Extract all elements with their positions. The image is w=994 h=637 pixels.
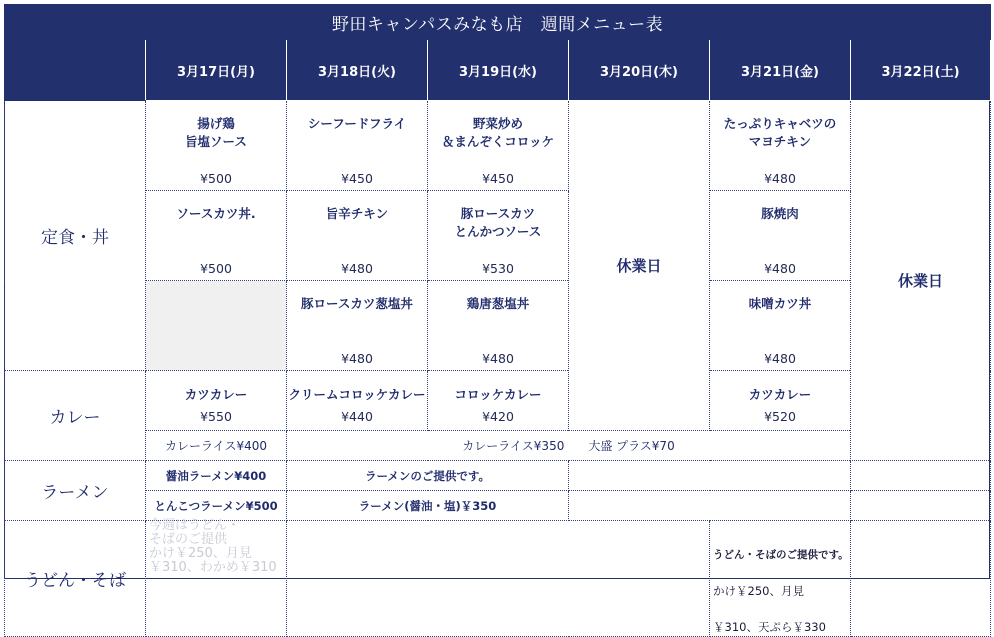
- ramen-monday-1: 醤油ラーメン¥400: [146, 461, 287, 491]
- empty-cell: [146, 281, 287, 371]
- dish-price: ¥480: [764, 171, 796, 186]
- closed-saturday: 休業日: [851, 101, 991, 461]
- header-corner: [5, 40, 146, 101]
- ramen-sat-empty: [851, 491, 991, 521]
- page-title: 野田キャンパスみなも店 週間メニュー表: [5, 5, 991, 40]
- dish-name: 揚げ鶏 旨塩ソース: [185, 116, 247, 149]
- category-ramen: ラーメン: [5, 461, 146, 521]
- dish-price: ¥420: [482, 409, 514, 424]
- ramen-price: ラーメン(醤油・塩)￥350: [287, 491, 569, 521]
- menu-cell: [287, 281, 428, 371]
- udon-line-2: ￥310、天ぷら￥330: [713, 620, 826, 634]
- udon-monday: [146, 518, 287, 637]
- menu-cell: [428, 281, 569, 371]
- dish-name: 旨辛チキン: [325, 206, 389, 221]
- category-udon: うどん・そば: [5, 521, 146, 637]
- udon-heading: うどん・そばのご提供です。: [713, 549, 849, 561]
- ramen-monday-2: とんこつラーメン¥500: [146, 491, 287, 521]
- udon-saturday: [851, 521, 991, 637]
- udon-monday-faded-text: 今週はうどん・ そばのご提供 かけ￥250、月見 ￥310、わかめ￥310: [149, 518, 277, 575]
- dish-name: 野菜炒め ＆まんぞくコロッケ: [441, 116, 555, 149]
- menu-cell: [146, 371, 287, 431]
- curry-rice-rest: カレーライス¥350 大盛 プラス¥70: [287, 431, 851, 461]
- dish-name: 味噌カツ丼: [748, 296, 812, 311]
- dish-price: ¥480: [764, 351, 796, 366]
- dish-name: 豚ロースカツ葱塩丼: [301, 296, 413, 311]
- dish-price: ¥500: [200, 261, 232, 276]
- dish-price: ¥480: [764, 261, 796, 276]
- udon-line-1: かけ￥250、月見: [713, 584, 804, 598]
- dish-price: ¥550: [200, 409, 232, 424]
- dish-price: ¥450: [482, 171, 514, 186]
- menu-cell: [710, 101, 851, 191]
- weekly-menu-table: [4, 4, 991, 637]
- dish-price: ¥500: [200, 171, 232, 186]
- weekly-menu-sheet: [4, 4, 990, 634]
- category-teishoku: 定食・丼: [5, 101, 146, 371]
- menu-cell: [428, 101, 569, 191]
- dish-price: ¥450: [341, 171, 373, 186]
- curry-rice-monday: カレーライス¥400: [146, 431, 287, 461]
- dish-price: ¥530: [482, 261, 514, 276]
- dish-name: コロッケカレー: [454, 387, 542, 402]
- dish-price: ¥440: [341, 409, 373, 424]
- day-header-sat: 3月22日(土): [851, 40, 991, 101]
- menu-cell: [287, 371, 428, 431]
- udon-friday: [710, 521, 851, 637]
- ramen-notice: ラーメンのご提供です。: [287, 461, 569, 491]
- day-header-fri: 3月21日(金): [710, 40, 851, 101]
- day-header-thu: 3月20日(木): [569, 40, 710, 101]
- menu-cell: [146, 191, 287, 281]
- menu-cell: [287, 101, 428, 191]
- ramen-empty: [569, 491, 851, 521]
- dish-price: ¥480: [341, 351, 373, 366]
- menu-cell: [710, 371, 851, 431]
- dish-name: クリームコロッケカレー: [288, 387, 426, 402]
- dish-name: たっぷりキャベツの マヨチキン: [723, 116, 837, 149]
- dish-name: シーフードフライ: [307, 116, 407, 131]
- udon-empty: [287, 521, 710, 637]
- day-header-wed: 3月19日(水): [428, 40, 569, 101]
- dish-name: 豚焼肉: [761, 206, 799, 221]
- dish-price: ¥480: [482, 351, 514, 366]
- menu-cell: [428, 371, 569, 431]
- menu-cell: [710, 191, 851, 281]
- category-curry: カレー: [5, 371, 146, 461]
- dish-name: 豚ロースカツ とんかつソース: [454, 206, 542, 239]
- menu-cell: [146, 101, 287, 191]
- ramen-sat-empty: [851, 461, 991, 491]
- menu-cell: [287, 191, 428, 281]
- dish-price: ¥520: [764, 409, 796, 424]
- dish-name: カツカレー: [184, 387, 248, 402]
- menu-cell: [710, 281, 851, 371]
- ramen-empty: [569, 461, 851, 491]
- menu-cell: [428, 191, 569, 281]
- day-header-mon: 3月17日(月): [146, 40, 287, 101]
- day-header-tue: 3月18日(火): [287, 40, 428, 101]
- dish-name: 鶏唐葱塩丼: [466, 296, 530, 311]
- dish-name: ソースカツ丼.: [176, 206, 256, 221]
- dish-price: ¥480: [341, 261, 373, 276]
- dish-name: カツカレー: [748, 387, 812, 402]
- closed-thursday: 休業日: [569, 101, 710, 431]
